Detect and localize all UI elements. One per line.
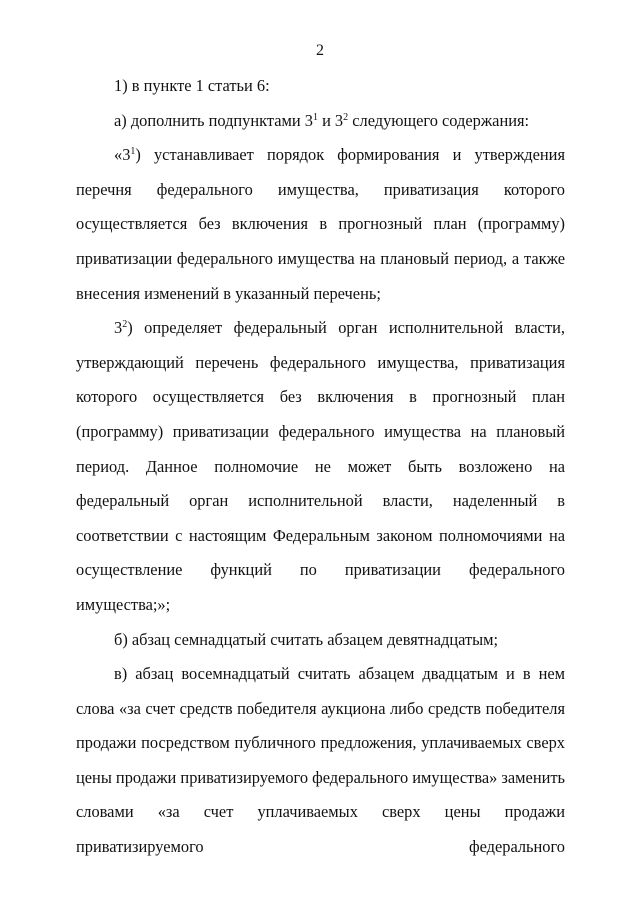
paragraph-text: а) дополнить подпунктами 3 — [114, 110, 313, 130]
paragraph-text: 3 — [114, 318, 123, 338]
paragraph-text: ) устанавливает порядок формирования и утверждения перечня федерального имущества, приватизация которого осуществляется без включения в прогнозный план (программу) приватизации федерального имущества на плановый период, а также внесения изменений в указанный перечень; — [76, 145, 565, 303]
superscript-2: 2 — [122, 319, 128, 331]
paragraph-text: «3 — [114, 145, 131, 165]
paragraph-item-1 — [76, 69, 565, 104]
paragraph-item-1c — [76, 657, 565, 865]
superscript-1: 1 — [312, 111, 318, 123]
paragraph-text: и 3 — [317, 110, 344, 130]
superscript-2: 2 — [343, 111, 349, 123]
paragraph-text: ) определяет федеральный орган исполнительной власти, утверждающий перечень федерального имущества, приватизация которого осуществляется без включения в прогнозный план (программу) приватизации федерального имущества на плановый период. Данное полномочие не может быть возложено на федеральный орган исполнительной власти, наделенный в соответствии с настоящим Федеральным законом полномочиями на осуществление функций по приватизации федерального имущества;»; — [76, 318, 565, 614]
paragraph-text: следующего содержания: — [348, 110, 530, 130]
paragraph-text: 1) в пункте 1 статьи 6: — [114, 76, 270, 95]
document-body — [76, 69, 565, 865]
superscript-1: 1 — [130, 146, 136, 158]
paragraph-text: в) абзац восемнадцатый считать абзацем двадцатым и в нем слова «за счет средств победителя аукциона либо средств победителя продажи посредством публичного предложения, уплачиваемых сверх цены продажи приватизируемого федерального имущества» заменить словами «за счет уплачиваемых сверх цены продажи приватизируемого федерального — [76, 664, 566, 857]
page-number: 2 — [316, 42, 324, 59]
paragraph-item-1a — [76, 104, 565, 139]
paragraph-item-1b — [76, 623, 565, 658]
paragraph-text: б) абзац семнадцатый считать абзацем девятнадцатым; — [114, 629, 499, 649]
paragraph-subitem-3-1 — [76, 138, 565, 311]
paragraph-subitem-3-2 — [76, 311, 565, 622]
